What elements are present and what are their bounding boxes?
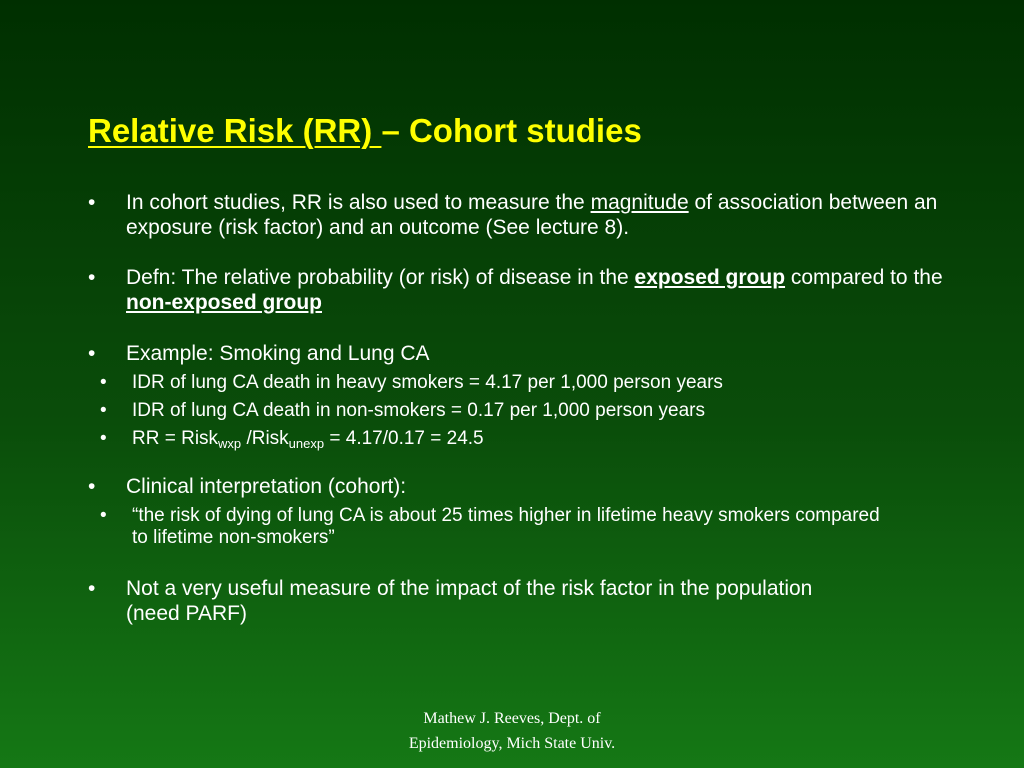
sub-bullet-quote: [50, 505, 892, 549]
slide-footer: [0, 706, 1024, 756]
bullet-text: of association between an exposure (risk factor) and an outcome (See lecture 8).: [126, 191, 938, 239]
sub-bullet-text: IDR of lung CA death in heavy smokers = 4.17 per 1,000 person years: [132, 372, 723, 393]
sub-bullet-marker: •: [100, 428, 107, 449]
non-exposed-group-term: non-exposed group: [126, 291, 322, 314]
magnitude-link[interactable]: magnitude: [590, 191, 689, 214]
slide-title-rest: – Cohort studies: [381, 112, 642, 149]
sub-bullet-rr-formula: [50, 428, 948, 450]
bullet-interpretation: [88, 474, 948, 499]
bullet-marker: •: [88, 191, 96, 214]
sub-bullet-text: IDR of lung CA death in non-smokers = 0.17 per 1,000 person years: [132, 400, 705, 421]
bullet-marker: •: [88, 342, 96, 365]
bullet-text: In cohort studies, RR is also used to measure the: [126, 191, 591, 214]
sub-bullet-non-smokers: [50, 400, 948, 422]
footer-line-2: Epidemiology, Mich State Univ.: [408, 735, 616, 752]
bullet-text: compared to the: [785, 266, 943, 289]
bullet-text: Defn: The relative probability (or risk) of disease in the: [126, 266, 635, 289]
exposed-group-term: exposed group: [634, 266, 786, 289]
bullet-definition: [88, 265, 948, 315]
bullet-not-useful: [88, 576, 866, 626]
formula-subscript: wxp: [218, 436, 242, 451]
bullet-example: [88, 341, 948, 366]
sub-bullet-heavy-smokers: [50, 372, 948, 394]
footer-line-1: Mathew J. Reeves, Dept. of: [423, 710, 601, 727]
bullet-marker: •: [88, 266, 96, 289]
sub-bullet-marker: •: [100, 505, 107, 526]
bullet-magnitude: [88, 190, 948, 240]
formula-text: = 4.17/0.17 = 24.5: [324, 428, 484, 449]
sub-bullet-marker: •: [100, 400, 107, 421]
bullet-text: Clinical interpretation (cohort):: [126, 475, 407, 498]
bullet-marker: •: [88, 475, 96, 498]
bullet-text: Example: Smoking and Lung CA: [126, 342, 430, 365]
slide-title: [88, 112, 642, 150]
bullet-text: Not a very useful measure of the impact of the risk factor in the population (need PARF): [126, 577, 813, 625]
bullet-list: [88, 190, 948, 626]
formula-text: /Risk: [241, 428, 289, 449]
sub-bullet-marker: •: [100, 372, 107, 393]
sub-bullet-text: “the risk of dying of lung CA is about 25 times higher in lifetime heavy smokers compared to lifetime non-smokers”: [132, 505, 880, 548]
bullet-marker: •: [88, 577, 96, 600]
formula-subscript: unexp: [288, 436, 325, 451]
slide-title-underlined: Relative Risk (RR): [88, 112, 382, 149]
formula-text: RR = Risk: [132, 428, 219, 449]
